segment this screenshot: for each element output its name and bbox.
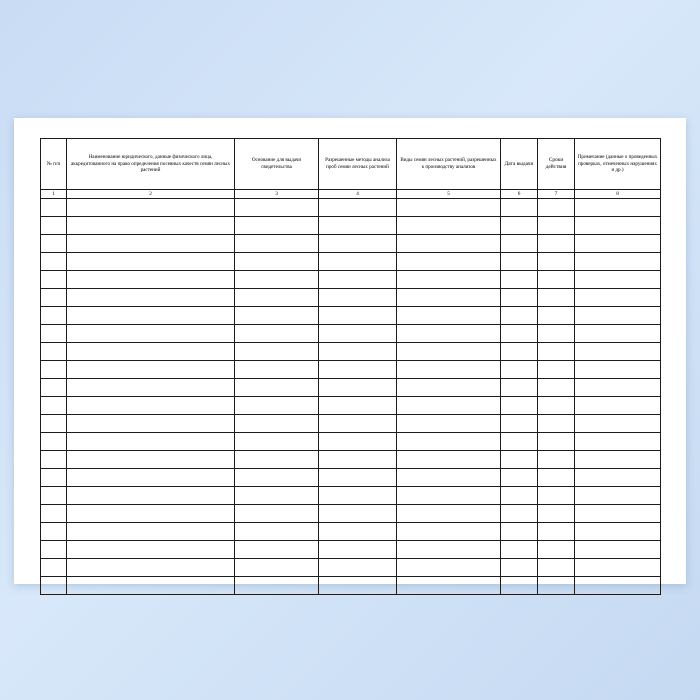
table-cell[interactable] bbox=[41, 379, 67, 397]
table-cell[interactable] bbox=[41, 271, 67, 289]
table-cell[interactable] bbox=[575, 433, 661, 451]
column-header-issue-date: Дата выдачи bbox=[501, 139, 538, 190]
table-cell[interactable] bbox=[501, 199, 538, 217]
header-row bbox=[41, 139, 661, 190]
column-header-number: № п/п bbox=[41, 139, 67, 190]
table-cell[interactable] bbox=[319, 559, 397, 577]
table-cell[interactable] bbox=[538, 361, 575, 379]
table-row[interactable] bbox=[41, 415, 661, 433]
table-cell[interactable] bbox=[501, 379, 538, 397]
table-row[interactable] bbox=[41, 253, 661, 271]
table-row[interactable] bbox=[41, 523, 661, 541]
table-cell[interactable] bbox=[319, 577, 397, 595]
table-cell[interactable] bbox=[501, 361, 538, 379]
table-cell[interactable] bbox=[41, 289, 67, 307]
table-row[interactable] bbox=[41, 325, 661, 343]
table-cell[interactable] bbox=[501, 451, 538, 469]
table-cell[interactable] bbox=[397, 217, 501, 235]
table-cell[interactable] bbox=[235, 289, 319, 307]
table-row[interactable] bbox=[41, 541, 661, 559]
table-row[interactable] bbox=[41, 361, 661, 379]
table-cell[interactable] bbox=[575, 235, 661, 253]
table-cell[interactable] bbox=[319, 487, 397, 505]
table-cell[interactable] bbox=[319, 433, 397, 451]
table-cell[interactable] bbox=[397, 235, 501, 253]
table-cell[interactable] bbox=[319, 415, 397, 433]
table-cell[interactable] bbox=[41, 577, 67, 595]
table-cell[interactable] bbox=[67, 235, 235, 253]
table-cell[interactable] bbox=[397, 253, 501, 271]
table-cell[interactable] bbox=[67, 559, 235, 577]
table-cell[interactable] bbox=[397, 361, 501, 379]
table-cell[interactable] bbox=[319, 361, 397, 379]
table-cell[interactable] bbox=[67, 577, 235, 595]
table-cell[interactable] bbox=[538, 541, 575, 559]
column-number-5: 5 bbox=[397, 190, 501, 199]
table-cell[interactable] bbox=[397, 379, 501, 397]
table-cell[interactable] bbox=[67, 289, 235, 307]
table-cell[interactable] bbox=[67, 199, 235, 217]
table-cell[interactable] bbox=[235, 199, 319, 217]
table-cell[interactable] bbox=[67, 505, 235, 523]
table-cell[interactable] bbox=[501, 235, 538, 253]
table-cell[interactable] bbox=[538, 433, 575, 451]
table-cell[interactable] bbox=[538, 451, 575, 469]
table-cell[interactable] bbox=[397, 397, 501, 415]
table-cell[interactable] bbox=[67, 433, 235, 451]
table-cell[interactable] bbox=[397, 559, 501, 577]
table-cell[interactable] bbox=[67, 271, 235, 289]
table-cell[interactable] bbox=[575, 451, 661, 469]
table-cell[interactable] bbox=[67, 253, 235, 271]
table-cell[interactable] bbox=[538, 487, 575, 505]
table-cell[interactable] bbox=[235, 577, 319, 595]
table-cell[interactable] bbox=[538, 343, 575, 361]
table-cell[interactable] bbox=[538, 397, 575, 415]
table-cell[interactable] bbox=[67, 451, 235, 469]
table-cell[interactable] bbox=[575, 289, 661, 307]
table-cell[interactable] bbox=[41, 397, 67, 415]
column-number-row bbox=[41, 190, 661, 199]
table-cell[interactable] bbox=[575, 397, 661, 415]
table-cell[interactable] bbox=[538, 253, 575, 271]
table-cell[interactable] bbox=[235, 271, 319, 289]
table-cell[interactable] bbox=[319, 289, 397, 307]
table-cell[interactable] bbox=[575, 271, 661, 289]
column-number-6: 6 bbox=[501, 190, 538, 199]
table-row[interactable] bbox=[41, 469, 661, 487]
table-cell[interactable] bbox=[319, 343, 397, 361]
table-cell[interactable] bbox=[41, 505, 67, 523]
table-cell[interactable] bbox=[575, 343, 661, 361]
table-cell[interactable] bbox=[41, 415, 67, 433]
table-cell[interactable] bbox=[319, 451, 397, 469]
table-row[interactable] bbox=[41, 451, 661, 469]
table-cell[interactable] bbox=[575, 541, 661, 559]
column-number-7: 7 bbox=[538, 190, 575, 199]
table-cell[interactable] bbox=[319, 397, 397, 415]
table-cell[interactable] bbox=[41, 235, 67, 253]
table-cell[interactable] bbox=[501, 253, 538, 271]
table-cell[interactable] bbox=[319, 235, 397, 253]
table-cell[interactable] bbox=[41, 541, 67, 559]
table-cell[interactable] bbox=[538, 415, 575, 433]
table-cell[interactable] bbox=[501, 307, 538, 325]
table-cell[interactable] bbox=[67, 361, 235, 379]
table-cell[interactable] bbox=[235, 397, 319, 415]
table-cell[interactable] bbox=[501, 397, 538, 415]
table-cell[interactable] bbox=[575, 487, 661, 505]
table-header bbox=[41, 139, 661, 190]
table-cell[interactable] bbox=[538, 469, 575, 487]
registry-table-container bbox=[40, 138, 660, 595]
table-cell[interactable] bbox=[67, 469, 235, 487]
table-cell[interactable] bbox=[319, 253, 397, 271]
table-cell[interactable] bbox=[501, 415, 538, 433]
table-cell[interactable] bbox=[41, 523, 67, 541]
table-cell[interactable] bbox=[538, 235, 575, 253]
table-cell[interactable] bbox=[67, 397, 235, 415]
column-header-methods: Разрешенные методы анализа проб семян лесных растений bbox=[319, 139, 397, 190]
table-cell[interactable] bbox=[538, 559, 575, 577]
table-cell[interactable] bbox=[501, 433, 538, 451]
table-cell[interactable] bbox=[397, 343, 501, 361]
table-cell[interactable] bbox=[575, 199, 661, 217]
table-cell[interactable] bbox=[501, 271, 538, 289]
table-cell[interactable] bbox=[501, 505, 538, 523]
table-cell[interactable] bbox=[235, 361, 319, 379]
table-cell[interactable] bbox=[235, 343, 319, 361]
table-cell[interactable] bbox=[397, 307, 501, 325]
table-cell[interactable] bbox=[319, 307, 397, 325]
table-cell[interactable] bbox=[319, 199, 397, 217]
table-cell[interactable] bbox=[41, 559, 67, 577]
table-cell[interactable] bbox=[397, 289, 501, 307]
table-cell[interactable] bbox=[67, 487, 235, 505]
table-cell[interactable] bbox=[575, 217, 661, 235]
table-cell[interactable] bbox=[41, 199, 67, 217]
table-cell[interactable] bbox=[41, 451, 67, 469]
table-row[interactable] bbox=[41, 235, 661, 253]
table-cell[interactable] bbox=[41, 325, 67, 343]
table-cell[interactable] bbox=[41, 433, 67, 451]
table-cell[interactable] bbox=[67, 541, 235, 559]
table-cell[interactable] bbox=[67, 379, 235, 397]
table-cell[interactable] bbox=[575, 361, 661, 379]
table-cell[interactable] bbox=[67, 415, 235, 433]
table-cell[interactable] bbox=[235, 235, 319, 253]
table-cell[interactable] bbox=[397, 505, 501, 523]
table-row[interactable] bbox=[41, 379, 661, 397]
table-row[interactable] bbox=[41, 487, 661, 505]
table-cell[interactable] bbox=[397, 325, 501, 343]
table-cell[interactable] bbox=[538, 217, 575, 235]
table-cell[interactable] bbox=[67, 325, 235, 343]
table-cell[interactable] bbox=[397, 433, 501, 451]
table-body bbox=[41, 190, 661, 595]
table-row[interactable] bbox=[41, 271, 661, 289]
table-cell[interactable] bbox=[575, 307, 661, 325]
table-cell[interactable] bbox=[538, 271, 575, 289]
table-cell[interactable] bbox=[235, 379, 319, 397]
table-cell[interactable] bbox=[235, 505, 319, 523]
table-cell[interactable] bbox=[538, 307, 575, 325]
table-cell[interactable] bbox=[538, 289, 575, 307]
table-cell[interactable] bbox=[319, 505, 397, 523]
table-row[interactable] bbox=[41, 559, 661, 577]
table-cell[interactable] bbox=[67, 307, 235, 325]
table-cell[interactable] bbox=[575, 253, 661, 271]
table-cell[interactable] bbox=[501, 217, 538, 235]
table-cell[interactable] bbox=[235, 433, 319, 451]
table-cell[interactable] bbox=[397, 577, 501, 595]
table-cell[interactable] bbox=[235, 487, 319, 505]
column-number-2: 2 bbox=[67, 190, 235, 199]
column-header-notes: Примечание (данные о проведенных проверках, отмеченных нарушениях и др.) bbox=[575, 139, 661, 190]
table-row[interactable] bbox=[41, 433, 661, 451]
table-cell[interactable] bbox=[235, 523, 319, 541]
table-cell[interactable] bbox=[575, 559, 661, 577]
table-cell[interactable] bbox=[319, 469, 397, 487]
table-cell[interactable] bbox=[67, 523, 235, 541]
table-cell[interactable] bbox=[319, 325, 397, 343]
table-cell[interactable] bbox=[538, 505, 575, 523]
table-cell[interactable] bbox=[538, 199, 575, 217]
table-cell[interactable] bbox=[397, 199, 501, 217]
table-cell[interactable] bbox=[319, 379, 397, 397]
table-row[interactable] bbox=[41, 199, 661, 217]
table-cell[interactable] bbox=[501, 325, 538, 343]
table-cell[interactable] bbox=[575, 469, 661, 487]
table-cell[interactable] bbox=[319, 541, 397, 559]
table-row[interactable] bbox=[41, 307, 661, 325]
table-cell[interactable] bbox=[501, 469, 538, 487]
table-cell[interactable] bbox=[397, 523, 501, 541]
table-cell[interactable] bbox=[501, 559, 538, 577]
table-cell[interactable] bbox=[41, 343, 67, 361]
table-cell[interactable] bbox=[501, 343, 538, 361]
table-cell[interactable] bbox=[397, 415, 501, 433]
table-cell[interactable] bbox=[235, 541, 319, 559]
column-header-basis: Основание для выдачи свидетельства bbox=[235, 139, 319, 190]
table-cell[interactable] bbox=[575, 325, 661, 343]
table-cell[interactable] bbox=[319, 271, 397, 289]
table-cell[interactable] bbox=[501, 577, 538, 595]
table-cell[interactable] bbox=[538, 325, 575, 343]
table-row[interactable] bbox=[41, 289, 661, 307]
column-number-8: 8 bbox=[575, 190, 661, 199]
document-page bbox=[14, 118, 686, 584]
table-row[interactable] bbox=[41, 397, 661, 415]
table-cell[interactable] bbox=[41, 487, 67, 505]
table-cell[interactable] bbox=[397, 271, 501, 289]
table-cell[interactable] bbox=[575, 523, 661, 541]
column-header-seed-types: Виды семян лесных растений, разрешенных к производству анализов bbox=[397, 139, 501, 190]
table-cell[interactable] bbox=[235, 253, 319, 271]
table-cell[interactable] bbox=[319, 523, 397, 541]
table-cell[interactable] bbox=[235, 415, 319, 433]
table-cell[interactable] bbox=[575, 415, 661, 433]
column-number-1: 1 bbox=[41, 190, 67, 199]
table-cell[interactable] bbox=[538, 577, 575, 595]
table-cell[interactable] bbox=[235, 325, 319, 343]
table-cell[interactable] bbox=[235, 559, 319, 577]
table-cell[interactable] bbox=[575, 379, 661, 397]
column-header-validity: Сроки действия bbox=[538, 139, 575, 190]
table-cell[interactable] bbox=[235, 451, 319, 469]
table-row[interactable] bbox=[41, 217, 661, 235]
table-cell[interactable] bbox=[67, 343, 235, 361]
table-cell[interactable] bbox=[319, 217, 397, 235]
table-cell[interactable] bbox=[397, 487, 501, 505]
table-cell[interactable] bbox=[538, 379, 575, 397]
table-row[interactable] bbox=[41, 343, 661, 361]
table-cell[interactable] bbox=[397, 541, 501, 559]
table-cell[interactable] bbox=[67, 217, 235, 235]
table-cell[interactable] bbox=[41, 217, 67, 235]
table-cell[interactable] bbox=[501, 523, 538, 541]
registry-table bbox=[40, 138, 661, 595]
table-cell[interactable] bbox=[235, 307, 319, 325]
table-cell[interactable] bbox=[41, 307, 67, 325]
table-cell[interactable] bbox=[235, 469, 319, 487]
column-number-3: 3 bbox=[235, 190, 319, 199]
column-header-entity-name: Наименование юридического, данные физического лица, аккредитованного на право определения посевных качеств семян лесных растений bbox=[67, 139, 235, 190]
table-cell[interactable] bbox=[397, 469, 501, 487]
table-cell[interactable] bbox=[575, 577, 661, 595]
table-cell[interactable] bbox=[41, 469, 67, 487]
table-cell[interactable] bbox=[41, 253, 67, 271]
table-cell[interactable] bbox=[575, 505, 661, 523]
table-cell[interactable] bbox=[41, 361, 67, 379]
table-cell[interactable] bbox=[501, 289, 538, 307]
table-cell[interactable] bbox=[538, 523, 575, 541]
table-row[interactable] bbox=[41, 577, 661, 595]
table-cell[interactable] bbox=[501, 541, 538, 559]
column-number-4: 4 bbox=[319, 190, 397, 199]
table-cell[interactable] bbox=[397, 451, 501, 469]
table-cell[interactable] bbox=[235, 217, 319, 235]
table-cell[interactable] bbox=[501, 487, 538, 505]
table-row[interactable] bbox=[41, 505, 661, 523]
